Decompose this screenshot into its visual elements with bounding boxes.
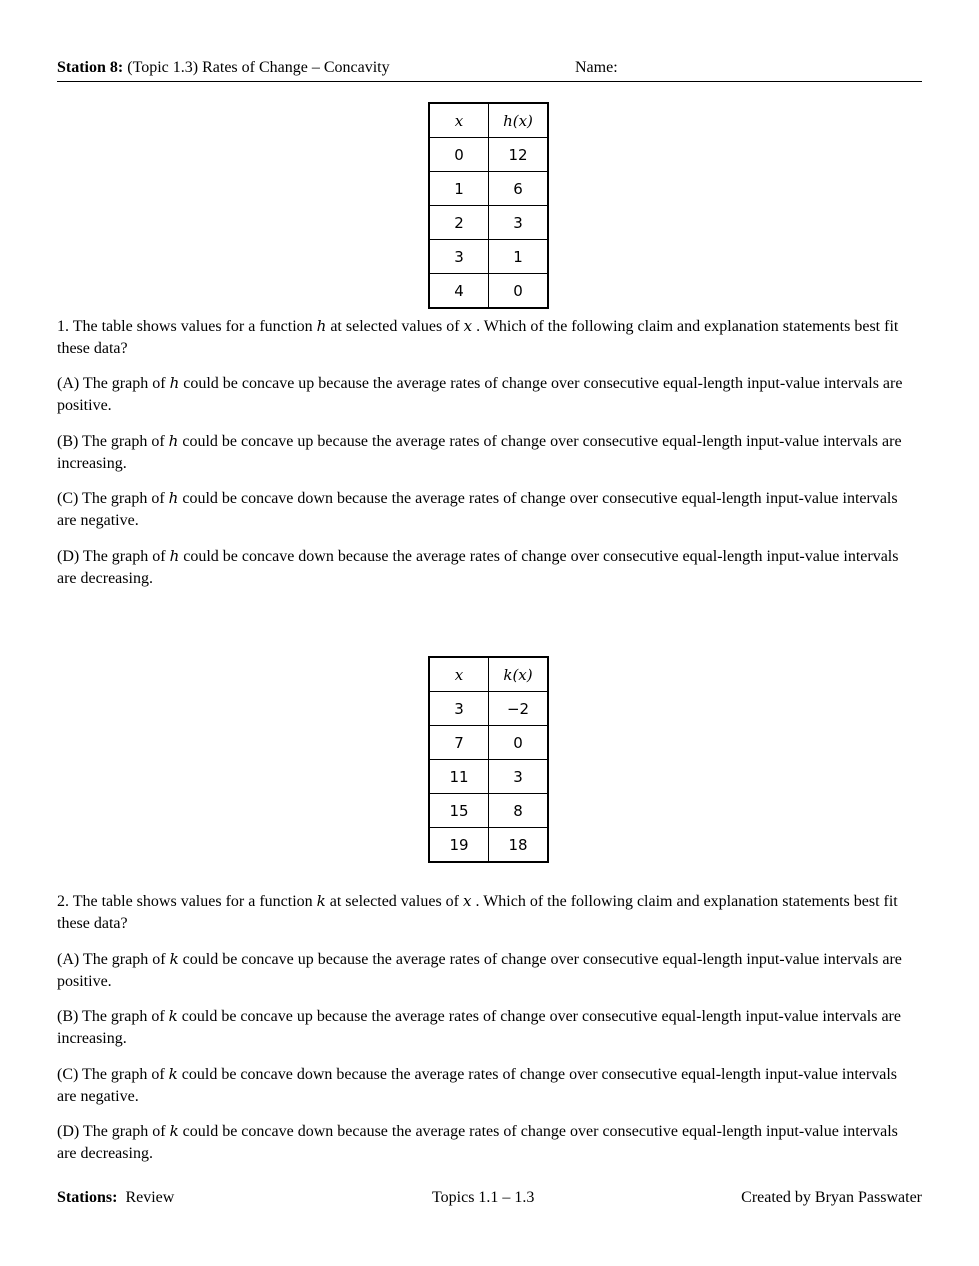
function-symbol: h — [168, 432, 179, 450]
table-header-cell: x — [429, 103, 489, 138]
page-header — [57, 57, 922, 82]
question-text: 1. The table shows values for a function — [57, 318, 313, 335]
option-text: could be concave down because the average rates of change over consecutive equal-length input-value intervals are negative. — [57, 490, 898, 529]
function-symbol: k — [168, 1065, 178, 1083]
table-cell: 3 — [429, 692, 489, 726]
stations-label: Stations: — [57, 1189, 118, 1206]
question-text: . Which of the following claim and explanation statements best fit these data? — [57, 318, 899, 357]
table-cell: 4 — [429, 274, 489, 309]
variable-symbol: x — [463, 317, 473, 335]
option-text: could be concave up because the average rates of change over consecutive equal-length input-value intervals are positive. — [57, 375, 903, 414]
question-1 — [57, 315, 917, 360]
question-text: at selected values of — [329, 893, 460, 910]
q1-option-c[interactable] — [57, 487, 917, 532]
footer-credit: Created by Bryan Passwater — [741, 1189, 922, 1206]
table-row — [429, 828, 548, 863]
function-symbol: h — [169, 547, 180, 565]
function-symbol: k — [169, 950, 179, 968]
option-label: (D) The graph of — [57, 548, 166, 565]
option-label: (D) The graph of — [57, 1123, 166, 1140]
table-cell: 7 — [429, 726, 489, 760]
table-cell: 15 — [429, 794, 489, 828]
table-header-row — [429, 657, 548, 692]
table-row — [429, 794, 548, 828]
table-cell: 1 — [489, 240, 549, 274]
table-cell: 2 — [429, 206, 489, 240]
option-text: could be concave up because the average rates of change over consecutive equal-length input-value intervals are increasing. — [57, 1008, 901, 1047]
option-label: (C) The graph of — [57, 1066, 165, 1083]
table-header-cell: x — [429, 657, 489, 692]
option-text: could be concave down because the average rates of change over consecutive equal-length input-value intervals are negative. — [57, 1066, 898, 1105]
table-cell: 1 — [429, 172, 489, 206]
q2-option-a[interactable] — [57, 948, 917, 993]
q1-option-d[interactable] — [57, 545, 917, 590]
function-symbol: h — [316, 317, 327, 335]
page-footer — [57, 1189, 922, 1211]
name-label: Name: — [575, 59, 618, 76]
topic-title: (Topic 1.3) Rates of Change – Concavity — [127, 59, 390, 76]
table-cell: 12 — [489, 138, 549, 172]
option-label: (A) The graph of — [57, 951, 166, 968]
table-k — [428, 656, 549, 863]
table-cell: 18 — [489, 828, 549, 863]
table-row — [429, 240, 548, 274]
q2-option-b[interactable] — [57, 1005, 917, 1050]
question-text: at selected values of — [330, 318, 460, 335]
table-cell: 11 — [429, 760, 489, 794]
table-row — [429, 726, 548, 760]
function-symbol: k — [169, 1122, 179, 1140]
table-header-row — [429, 103, 548, 138]
question-text: . Which of the following claim and explanation statements best fit these data? — [57, 893, 898, 932]
station-label: Station 8: — [57, 59, 124, 76]
table-cell: 0 — [489, 274, 549, 309]
variable-symbol: x — [463, 892, 472, 910]
q1-option-b[interactable] — [57, 430, 917, 475]
option-label: (A) The graph of — [57, 375, 166, 392]
table-header-cell: h(x) — [489, 103, 549, 138]
option-text: could be concave up because the average rates of change over consecutive equal-length input-value intervals are positive. — [57, 951, 902, 990]
footer-stations — [57, 1189, 174, 1207]
table-cell: 3 — [489, 760, 549, 794]
station-title — [57, 59, 390, 77]
table-h — [428, 102, 549, 309]
table-cell: 0 — [489, 726, 549, 760]
footer-topics: Topics 1.1 – 1.3 — [432, 1189, 535, 1206]
function-symbol: h — [169, 374, 180, 392]
table-cell: 3 — [489, 206, 549, 240]
option-label: (B) The graph of — [57, 433, 165, 450]
option-text: could be concave down because the average rates of change over consecutive equal-length input-value intervals are decreasing. — [57, 1123, 898, 1162]
table-cell: 0 — [429, 138, 489, 172]
table-row — [429, 760, 548, 794]
table-row — [429, 274, 548, 309]
function-symbol: k — [316, 892, 326, 910]
q2-option-c[interactable] — [57, 1063, 917, 1108]
option-text: could be concave down because the average rates of change over consecutive equal-length input-value intervals are decreasing. — [57, 548, 899, 587]
question-text: 2. The table shows values for a function — [57, 893, 313, 910]
table-row — [429, 692, 548, 726]
function-symbol: k — [168, 1007, 178, 1025]
function-symbol: h — [168, 489, 179, 507]
q1-option-a[interactable] — [57, 372, 917, 417]
question-2 — [57, 890, 917, 935]
q2-option-d[interactable] — [57, 1120, 917, 1165]
table-row — [429, 172, 548, 206]
table-row — [429, 206, 548, 240]
table-cell: 3 — [429, 240, 489, 274]
option-label: (B) The graph of — [57, 1008, 165, 1025]
table-cell: −2 — [489, 692, 549, 726]
table-cell: 6 — [489, 172, 549, 206]
stations-value: Review — [125, 1189, 175, 1206]
table-cell: 8 — [489, 794, 549, 828]
table-header-cell: k(x) — [489, 657, 549, 692]
table-cell: 19 — [429, 828, 489, 863]
table-row — [429, 138, 548, 172]
option-label: (C) The graph of — [57, 490, 165, 507]
option-text: could be concave up because the average rates of change over consecutive equal-length input-value intervals are increasing. — [57, 433, 902, 472]
